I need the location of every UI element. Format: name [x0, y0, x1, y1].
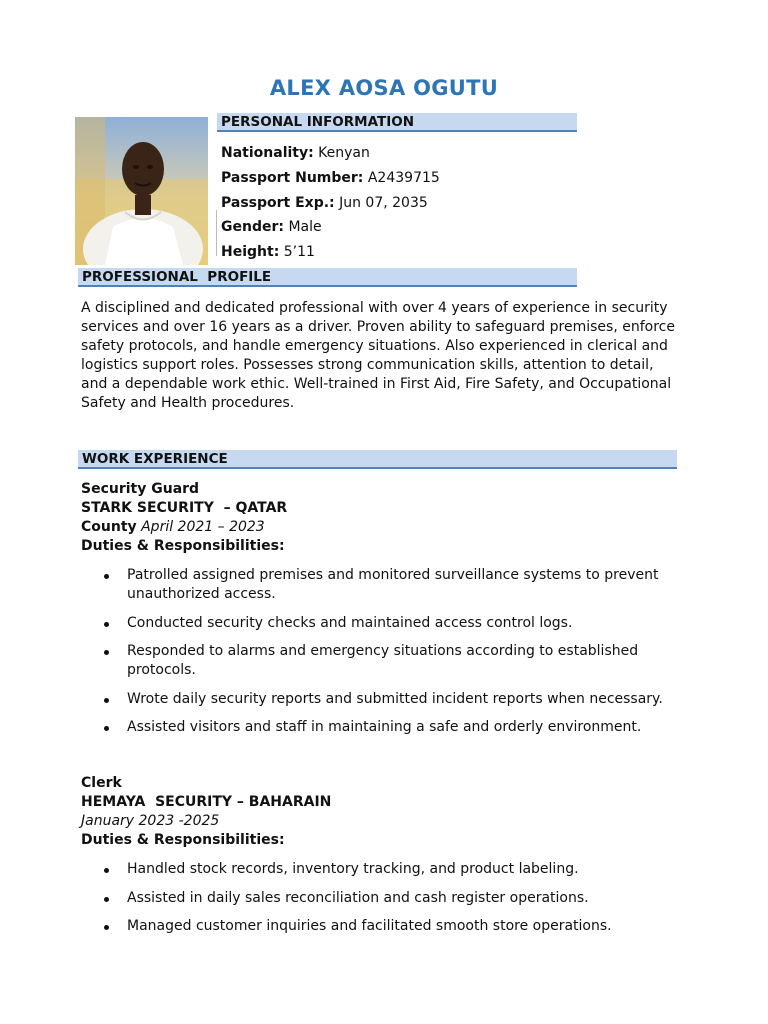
- passport-number-row: [221, 169, 440, 187]
- gender-label: Gender:: [221, 219, 284, 235]
- list-item: Assisted in daily sales reconciliation and cash register operations.: [100, 889, 680, 908]
- passport-number-label: Passport Number:: [221, 170, 364, 186]
- duties-list: [100, 860, 680, 946]
- candidate-name: ALEX AOSA OGUTU: [269, 76, 499, 100]
- job-dates-line: [81, 518, 265, 536]
- passport-number-value: A2439715: [367, 170, 440, 186]
- list-item: Conducted security checks and maintained access control logs.: [100, 614, 680, 633]
- profile-photo: [75, 117, 208, 265]
- list-item: Assisted visitors and staff in maintaining a safe and orderly environment.: [100, 718, 680, 737]
- list-item: Patrolled assigned premises and monitored surveillance systems to prevent unauthorized access.: [100, 566, 680, 604]
- list-item: Handled stock records, inventory tracking, and product labeling.: [100, 860, 680, 879]
- duties-list: [100, 566, 680, 747]
- job-dates: January 2023 -2025: [81, 813, 220, 829]
- duties-label: Duties & Responsibilities:: [81, 538, 285, 554]
- personal-info-heading: PERSONAL INFORMATION: [217, 113, 577, 132]
- profile-text: A disciplined and dedicated professional with over 4 years of experience in security services and over 16 years as a driver. Proven ability to safeguard premises, enforce safety protocols, and handle emergency situations. Also experienced in clerical and logistics support roles. Possesses strong communication skills, attention to detail, and a dependable work ethic. Well-trained in First Aid, Fire Safety, and Occupational Safety and Health procedures.: [81, 300, 675, 411]
- nationality-row: [221, 144, 370, 162]
- list-item: Wrote daily security reports and submitted incident reports when necessary.: [100, 690, 680, 709]
- job-location: County: [81, 519, 137, 535]
- passport-exp-value: Jun 07, 2035: [339, 195, 428, 211]
- passport-exp-row: [221, 194, 428, 212]
- passport-exp-label: Passport Exp.:: [221, 195, 335, 211]
- job-title: Security Guard: [81, 481, 200, 497]
- height-row: [221, 243, 315, 261]
- list-item: Managed customer inquiries and facilitated smooth store operations.: [100, 917, 680, 936]
- height-label: Height:: [221, 244, 280, 260]
- gender-row: [221, 218, 322, 236]
- job-title: Clerk: [81, 775, 122, 791]
- nationality-label: Nationality:: [221, 145, 314, 161]
- nationality-value: Kenyan: [318, 145, 370, 161]
- duties-label: Duties & Responsibilities:: [81, 832, 285, 848]
- height-value: 5’11: [283, 244, 315, 260]
- professional-profile-heading: PROFESSIONAL PROFILE: [78, 268, 577, 287]
- divider: [216, 210, 217, 256]
- list-item: Responded to alarms and emergency situations according to established protocols.: [100, 642, 680, 680]
- job-company: HEMAYA SECURITY – BAHARAIN: [81, 794, 332, 810]
- job-company: STARK SECURITY – QATAR: [81, 500, 288, 516]
- job-dates: April 2021 – 2023: [141, 519, 265, 535]
- gender-value: Male: [288, 219, 322, 235]
- work-experience-heading: WORK EXPERIENCE: [78, 450, 677, 469]
